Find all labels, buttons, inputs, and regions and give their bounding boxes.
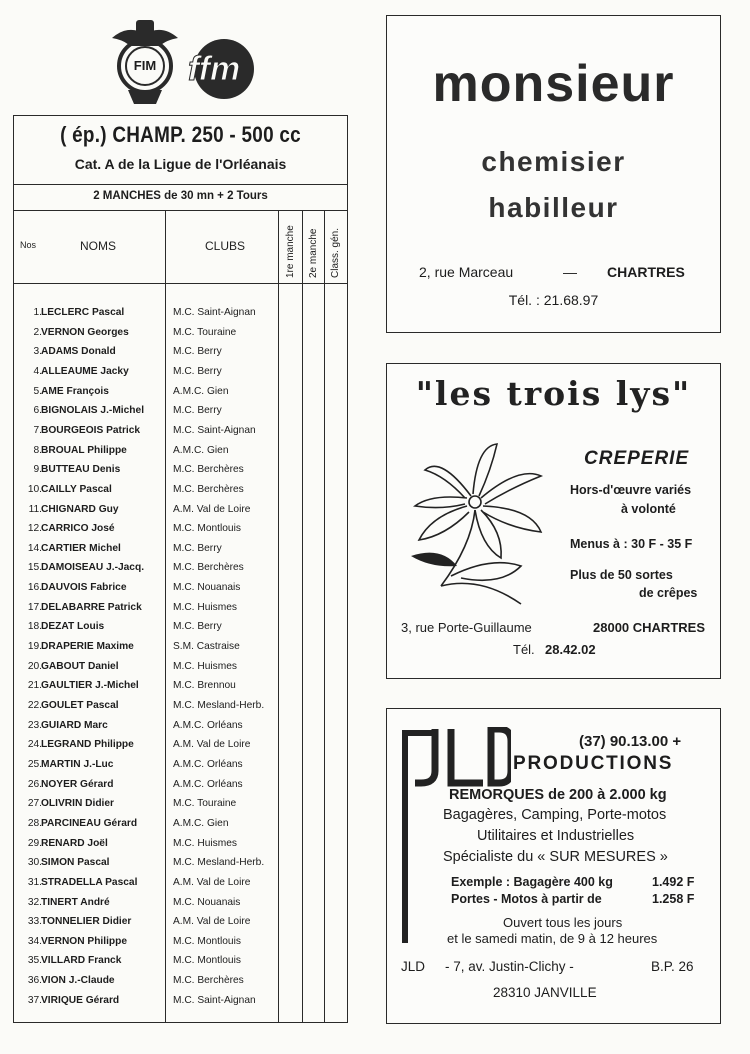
rider-name: GAULTIER J.-Michel (41, 680, 139, 692)
jld-line1: Bagagères, Camping, Porte-motos (443, 807, 667, 823)
col-header-manche2: 2e manche (308, 228, 319, 278)
rider-number: 16. (27, 582, 42, 594)
rider-number: 34. (27, 935, 42, 947)
table-row (14, 735, 347, 755)
table-row (14, 814, 347, 834)
jld-remorques: REMORQUES de 200 à 2.000 kg (449, 787, 667, 803)
table-row (14, 755, 347, 775)
rider-name: ADAMS Donald (41, 346, 116, 358)
rider-name: LEGRAND Philippe (41, 739, 134, 751)
rider-club: M.C. Berchères (173, 562, 244, 574)
rider-number: 35. (27, 955, 42, 967)
rider-club: M.C. Berchères (173, 464, 244, 476)
rider-number: 19. (27, 641, 42, 653)
rider-number: 12. (27, 523, 42, 535)
table-row (14, 362, 347, 382)
monsieur-city: CHARTRES (607, 264, 685, 280)
col-header-clubs: CLUBS (205, 239, 246, 253)
rider-club: M.C. Touraine (173, 326, 237, 338)
monsieur-line2: habilleur (488, 192, 619, 223)
table-row (14, 932, 347, 952)
table-row (14, 578, 347, 598)
rider-number: 15. (27, 562, 42, 574)
rider-number: 10. (27, 483, 42, 495)
divider (14, 210, 347, 211)
table-row (14, 853, 347, 873)
divider (14, 184, 347, 185)
table-row (14, 716, 347, 736)
jld-portes-label: Portes - Motos à partir de (451, 892, 602, 906)
lys-city: 28000 CHARTRES (593, 620, 705, 635)
rider-club: M.C. Berry (173, 346, 222, 358)
rider-name: CARTIER Michel (41, 542, 121, 554)
rider-club: M.C. Nouanais (173, 582, 241, 594)
lys-phone: 28.42.02 (545, 642, 596, 657)
championship-title: ( ép.) CHAMP. 250 - 500 cc (60, 122, 301, 147)
monsieur-address: 2, rue Marceau (419, 264, 514, 280)
rider-number: 11. (28, 503, 42, 515)
rider-name: CAILLY Pascal (41, 483, 112, 495)
table-row (14, 834, 347, 854)
rider-name: LECLERC Pascal (41, 307, 125, 318)
rider-name: VERNON Georges (41, 326, 129, 338)
table-row (14, 951, 347, 971)
rider-name: BOURGEOIS Patrick (41, 424, 141, 436)
table-row (14, 480, 347, 500)
table-row (14, 794, 347, 814)
rider-number: 24. (27, 739, 42, 751)
rider-number: 1. (33, 307, 42, 318)
rider-number: 5. (33, 385, 42, 397)
rider-number: 25. (27, 758, 42, 770)
jld-example-label: Exemple : Bagagère 400 kg (451, 875, 613, 889)
rider-name: VERNON Philippe (41, 935, 128, 947)
rider-name: TINERT André (41, 896, 110, 908)
table-row (14, 775, 347, 795)
table-row (14, 323, 347, 343)
jld-address-a: JLD (401, 959, 426, 974)
rider-name: AME François (41, 385, 109, 397)
table-row (14, 342, 347, 362)
rider-club: M.C. Huismes (173, 837, 237, 849)
table-row (14, 657, 347, 677)
rider-name: GOULET Pascal (41, 700, 119, 711)
manches-info: 2 MANCHES de 30 mn + 2 Tours (93, 190, 268, 202)
rider-club: M.C. Berry (173, 542, 222, 554)
rider-club: A.M. Val de Loire (173, 876, 251, 888)
rider-number: 29. (27, 837, 42, 849)
rider-club: M.C. Berry (173, 405, 222, 417)
rider-number: 37. (27, 994, 42, 1006)
col-header-num: Nos (20, 240, 37, 250)
rider-club: M.C. Berchères (173, 483, 244, 495)
rider-club: M.C. Nouanais (173, 896, 241, 908)
rider-club: M.C. Saint-Aignan (173, 424, 256, 436)
rider-club: A.M.C. Gien (173, 444, 229, 456)
rider-number: 9. (33, 464, 42, 476)
table-row (14, 991, 347, 1011)
rider-number: 6. (33, 405, 42, 417)
jld-line3: Spécialiste du « SUR MESURES » (443, 849, 668, 865)
rider-number: 33. (27, 916, 42, 928)
table-row (14, 421, 347, 441)
rider-club: M.C. Brennou (173, 680, 236, 692)
table-row (14, 676, 347, 696)
rider-number: 14. (27, 542, 42, 554)
rider-name: DAUVOIS Fabrice (41, 582, 127, 594)
fim-logo-text: FIM (133, 58, 157, 73)
monsieur-dash: — (563, 264, 577, 280)
lily-flower-illustration (401, 436, 551, 606)
rider-number: 22. (27, 700, 42, 711)
rider-number: 23. (27, 719, 42, 731)
rider-name: MARTIN J.-Luc (41, 758, 114, 770)
rider-name: BROUAL Philippe (41, 444, 127, 456)
rider-name: VION J.-Claude (41, 975, 115, 987)
monsieur-phone: Tél. : 21.68.97 (508, 292, 599, 308)
lys-plus-sortes: Plus de 50 sortes (570, 568, 673, 582)
table-row (14, 971, 347, 991)
rider-name: PARCINEAU Gérard (41, 817, 138, 829)
rider-club: M.C. Berry (173, 365, 222, 377)
league-subtitle: Cat. A de la Ligue de l'Orléanais (74, 156, 287, 172)
table-row (14, 401, 347, 421)
header-divider (14, 283, 347, 284)
rider-number: 31. (27, 876, 42, 888)
rider-club: M.C. Saint-Aignan (173, 307, 256, 318)
rider-club: A.M. Val de Loire (173, 503, 251, 515)
rider-club: M.C. Mesland-Herb. (173, 857, 265, 869)
rider-club: M.C. Huismes (173, 601, 237, 613)
jld-address-c: B.P. 26 (651, 959, 694, 974)
table-row (14, 303, 347, 323)
rider-club: A.M.C. Orléans (173, 719, 243, 731)
jld-phone: (37) 90.13.00 + (579, 733, 682, 750)
rider-club: A.M.C. Gien (173, 817, 229, 829)
ad-monsieur (386, 15, 721, 333)
monsieur-line1: chemisier (481, 146, 626, 177)
jld-open1: Ouvert tous les jours (503, 915, 623, 930)
rider-name: SIMON Pascal (41, 857, 110, 869)
rider-number: 17. (27, 601, 42, 613)
table-row (14, 460, 347, 480)
rider-name: GABOUT Daniel (41, 660, 119, 672)
rider-number: 28. (27, 817, 42, 829)
ffm-logo-text: ffm (188, 50, 241, 88)
rider-club: M.C. Berry (173, 621, 222, 633)
fim-logo (108, 16, 182, 106)
rider-club: M.C. Saint-Aignan (173, 994, 256, 1006)
rider-club: M.C. Montlouis (173, 935, 241, 947)
rider-number: 3. (33, 346, 42, 358)
table-row (14, 912, 347, 932)
rider-number: 2. (33, 326, 42, 338)
rider-number: 27. (27, 798, 42, 810)
ffm-logo (180, 38, 260, 100)
lys-a-volonte: à volonté (621, 502, 676, 516)
table-row (14, 696, 347, 716)
table-row (14, 382, 347, 402)
table-row (14, 539, 347, 559)
rider-club: M.C. Montlouis (173, 955, 241, 967)
lys-hors-doeuvre: Hors-d'œuvre variés (570, 483, 692, 497)
lys-tel-label: Tél. (513, 642, 535, 657)
lys-address: 3, rue Porte-Guillaume (401, 620, 532, 635)
rider-number: 32. (27, 896, 42, 908)
rider-number: 18. (27, 621, 42, 633)
rider-name: DAMOISEAU J.-Jacq. (41, 562, 145, 574)
rider-number: 30. (27, 857, 42, 869)
rider-name: DELABARRE Patrick (41, 601, 142, 613)
rider-name: TONNELIER Didier (41, 916, 132, 928)
jld-example-price: 1.492 F (652, 875, 695, 889)
rider-club: M.C. Berchères (173, 975, 244, 987)
rider-club: A.M.C. Orléans (173, 758, 243, 770)
rider-club: M.C. Touraine (173, 798, 237, 810)
jld-open2: et le samedi matin, de 9 à 12 heures (447, 931, 658, 946)
table-row (14, 637, 347, 657)
rider-name: DEZAT Louis (41, 621, 105, 633)
table-row (14, 500, 347, 520)
ad-les-trois-lys (386, 363, 721, 679)
rider-number: 36. (27, 975, 42, 987)
results-table (13, 115, 348, 1023)
creperie-label: CREPERIE (584, 448, 690, 469)
rider-club: A.M. Val de Loire (173, 916, 251, 928)
rider-name: OLIVRIN Didier (41, 798, 115, 810)
rider-name: BUTTEAU Denis (41, 464, 121, 476)
ad-jld-productions (386, 708, 721, 1024)
rider-number: 7. (33, 424, 42, 436)
rider-club: M.C. Mesland-Herb. (173, 700, 265, 711)
rider-name: RENARD Joël (41, 837, 108, 849)
rider-number: 8. (33, 444, 42, 456)
rider-number: 21. (27, 680, 42, 692)
table-row (14, 558, 347, 578)
lys-de-crepes: de crêpes (639, 586, 698, 600)
table-row (14, 873, 347, 893)
jld-productions: PRODUCTIONS (513, 753, 674, 774)
rider-club: A.M.C. Gien (173, 385, 229, 397)
rider-number: 4. (33, 365, 42, 377)
rider-number: 20. (27, 660, 42, 672)
table-row (14, 893, 347, 913)
table-row (14, 441, 347, 461)
jld-portes-price: 1.258 F (652, 892, 695, 906)
col-header-manche1: 1re manche (285, 225, 296, 278)
rider-number: 26. (27, 778, 42, 790)
rider-name: BIGNOLAIS J.-Michel (41, 405, 145, 417)
monsieur-brand: monsieur (432, 55, 675, 113)
rider-name: CARRICO José (41, 523, 115, 535)
table-row (14, 519, 347, 539)
table-row (14, 598, 347, 618)
lys-menus: Menus à : 30 F - 35 F (570, 537, 693, 551)
rider-name: VIRIQUE Gérard (41, 994, 120, 1006)
col-header-classement: Class. gén. (330, 227, 341, 278)
rider-name: NOYER Gérard (41, 778, 114, 790)
jld-city: 28310 JANVILLE (493, 985, 597, 1000)
rider-name: GUIARD Marc (41, 719, 108, 731)
jld-address-b: - 7, av. Justin-Clichy - (445, 959, 574, 974)
rider-club: M.C. Montlouis (173, 523, 241, 535)
table-row (14, 617, 347, 637)
rider-name: STRADELLA Pascal (41, 876, 138, 888)
rider-club: A.M. Val de Loire (173, 739, 251, 751)
col-header-noms: NOMS (80, 239, 116, 253)
rider-name: DRAPERIE Maxime (41, 641, 134, 653)
rider-club: M.C. Huismes (173, 660, 237, 672)
rider-name: ALLEAUME Jacky (41, 365, 129, 377)
rider-name: CHIGNARD Guy (41, 503, 119, 515)
rider-club: A.M.C. Orléans (173, 778, 243, 790)
lys-title: "les trois lys" (415, 374, 692, 413)
rider-name: VILLARD Franck (41, 955, 122, 967)
jld-line2: Utilitaires et Industrielles (477, 828, 635, 844)
rider-club: S.M. Castraise (173, 641, 240, 653)
